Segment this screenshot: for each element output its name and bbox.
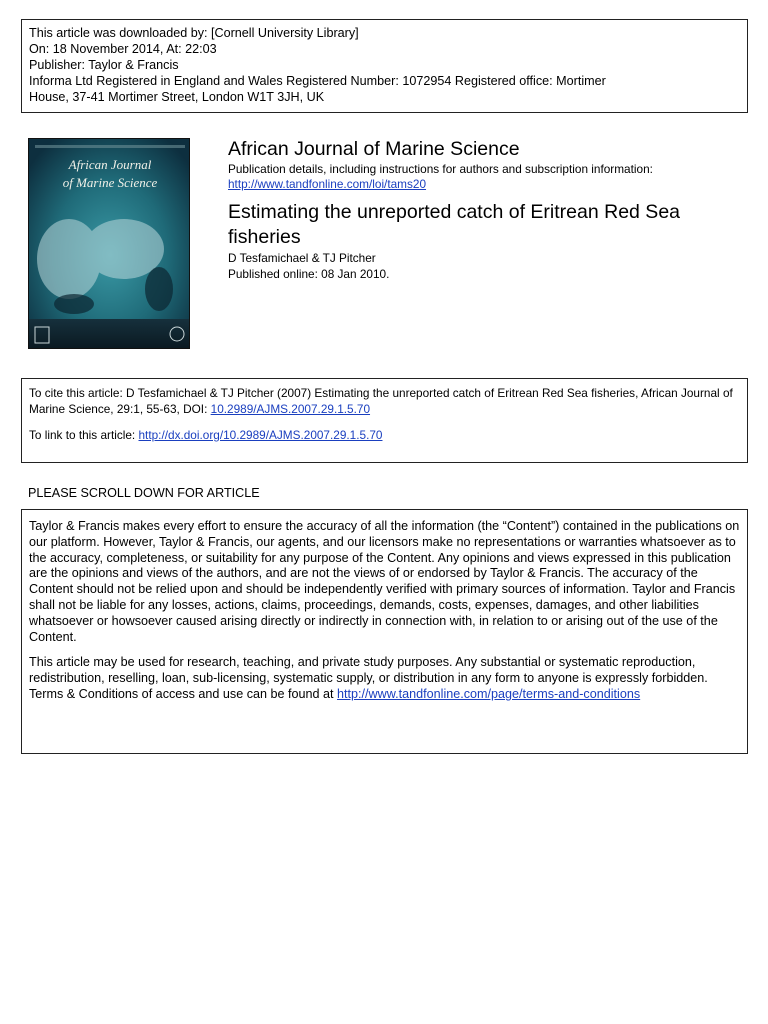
published-date: Published online: 08 Jan 2010. (228, 267, 390, 281)
publication-details (228, 162, 748, 192)
disclaimer-paragraph: Taylor & Francis makes every effort to ensure the accuracy of all the information (the “Content”) contained in the publications on our platform. However, Taylor & Francis, our agents, and our licensors make no representations or warranties whatsoever as to the accuracy, completeness, or suitability for any purpose of the Content. Any opinions and views expressed in this publication are the opinions and views of the authors, and are not the views of or endorsed by Taylor & Francis. The accuracy of the Content should not be relied upon and should be independently verified with primary sources of information. Taylor and Francis shall not be liable for any losses, actions, claims, proceedings, demands, costs, expenses, damages, and other liabilities whatsoever or howsoever caused arising directly or indirectly in connection with, in relation to or arising out of the use of the Content. (29, 519, 740, 644)
citation-box (21, 378, 748, 463)
article-header (228, 137, 748, 282)
terms-text: This article may be used for research, teaching, and private study purposes. Any substantial or systematic reproduction, redistribution, reselling, loan, sub-licensing, systematic supply, or distribution in any form to anyone is expressly forbidden. Terms & Conditions of access and use can be found at (29, 655, 708, 701)
doi-link[interactable]: 10.2989/AJMS.2007.29.1.5.70 (210, 402, 371, 416)
download-notice-line: On: 18 November 2014, At: 22:03 (29, 42, 217, 56)
cover-title-line1: African Journal (68, 157, 152, 172)
scroll-down-notice: PLEASE SCROLL DOWN FOR ARTICLE (28, 486, 260, 500)
article-doi-url-link[interactable]: http://dx.doi.org/10.2989/AJMS.2007.29.1.5.70 (138, 428, 383, 442)
download-notice-box (21, 19, 748, 113)
download-notice-line: This article was downloaded by: [Cornell University Library] (29, 26, 359, 40)
journal-cover-image (28, 138, 190, 349)
terms-paragraph (29, 655, 740, 702)
publication-details-text: Publication details, including instructions for authors and subscription information: (228, 162, 653, 176)
download-notice-line: Publisher: Taylor & Francis (29, 58, 179, 72)
article-authors: D Tesfamichael & TJ Pitcher (228, 251, 376, 265)
article-title: Estimating the unreported catch of Eritrean Red Sea fisheries (228, 201, 681, 248)
journal-url-link[interactable]: http://www.tandfonline.com/loi/tams20 (228, 177, 427, 191)
disclaimer-box (21, 509, 748, 754)
download-notice-line: House, 37-41 Mortimer Street, London W1T 3JH, UK (29, 90, 325, 104)
article-link-label: To link to this article: (29, 428, 139, 442)
article-link-line (29, 427, 740, 443)
cover-artwork (29, 139, 190, 349)
cover-title-line2: of Marine Science (62, 175, 158, 190)
terms-and-conditions-link[interactable]: http://www.tandfonline.com/page/terms-and-conditions (337, 686, 641, 701)
download-notice-line: Informa Ltd Registered in England and Wales Registered Number: 1072954 Registered office: Mortimer (29, 74, 606, 88)
journal-title: African Journal of Marine Science (228, 138, 520, 160)
citation-body: To cite this article: D Tesfamichael & TJ Pitcher (2007) Estimating the unreported catch of Eritrean Red Sea fisheries, African Journal of Marine Science, 29:1, 55-63, DOI: (29, 386, 733, 416)
citation-text (29, 385, 740, 417)
